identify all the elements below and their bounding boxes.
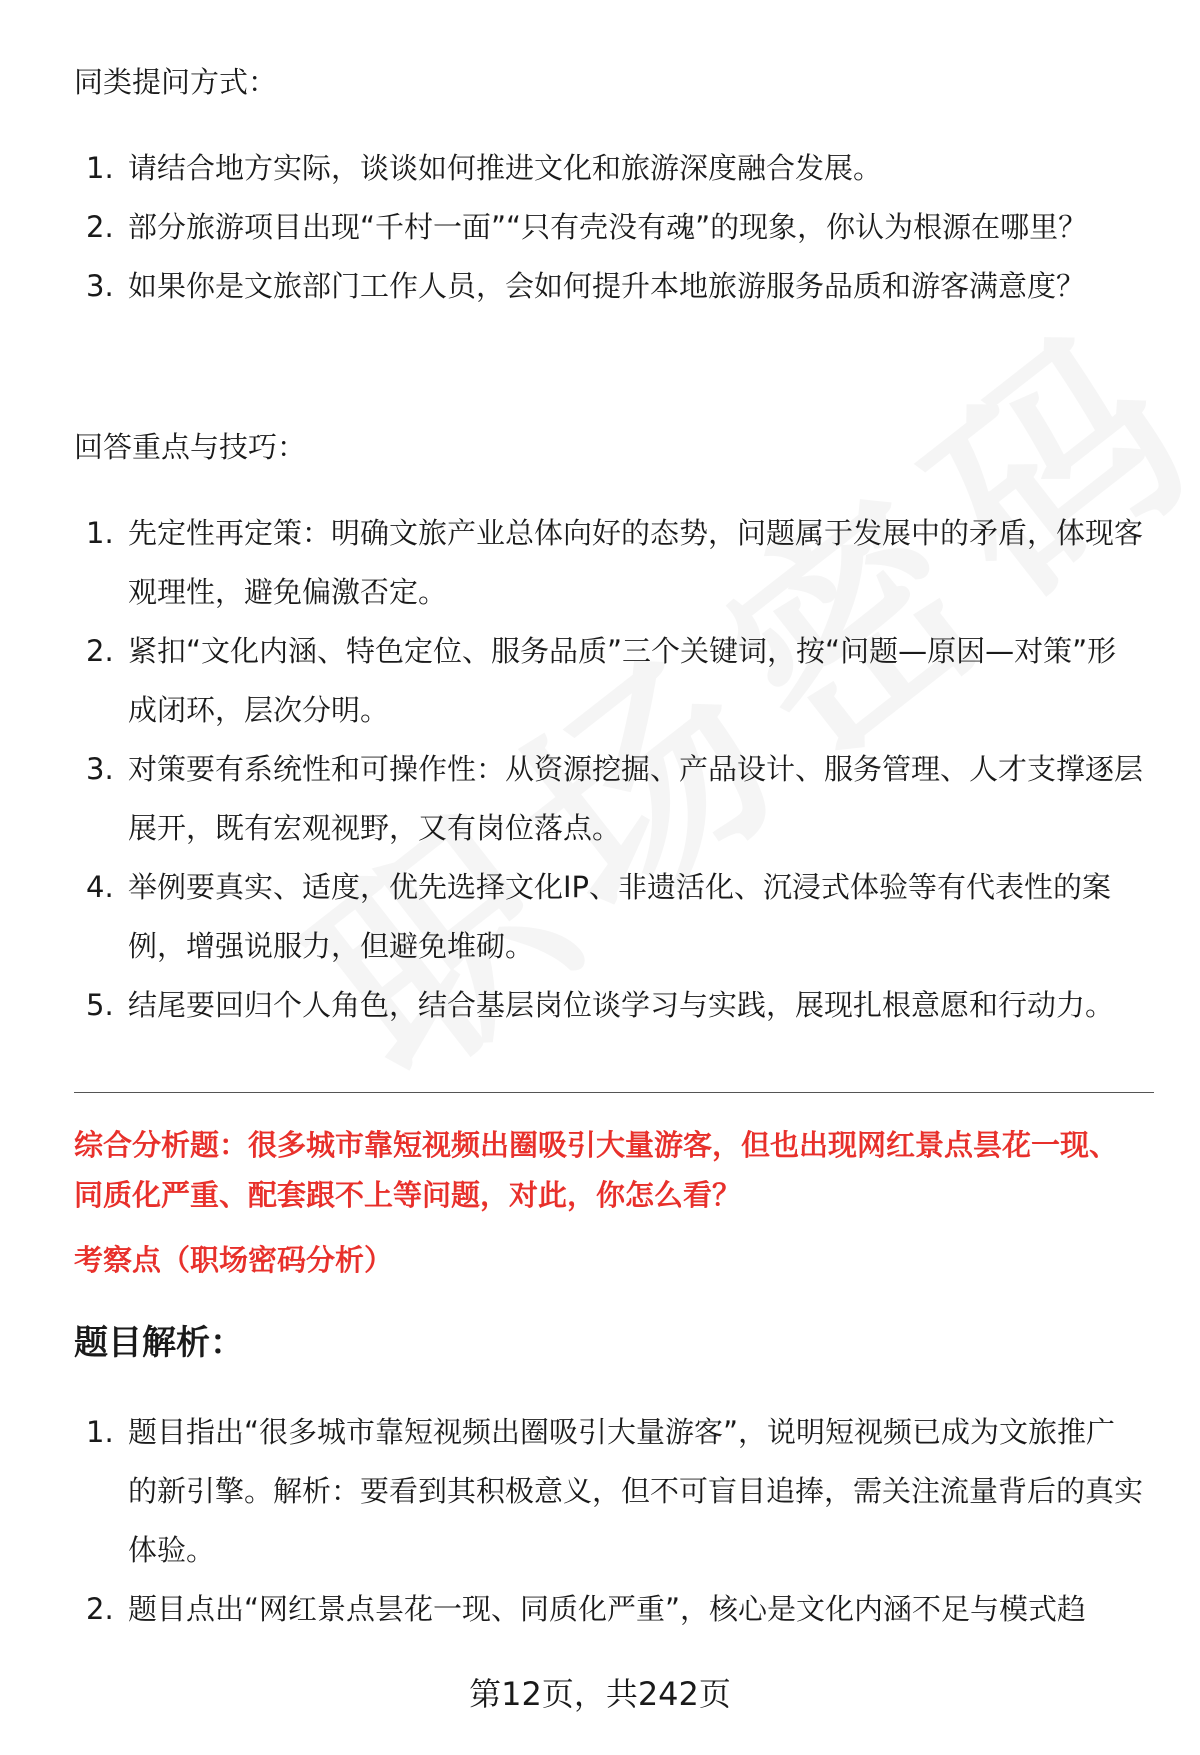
list-item: 3. 对策要有系统性和可操作性：从资源挖掘、产品设计、服务管理、人才支撑逐层展开，既有宏观视野，又有岗位落点。 [86,752,1144,845]
analysis-list [74,1403,1144,1639]
answer-tips-list [74,504,1144,1035]
list-item: 2. 题目点出“网红景点昙花一现、同质化严重”，核心是文化内涵不足与模式趋 [86,1592,1087,1626]
section-label: 同类提问方式： [74,65,278,99]
analysis-section [74,1320,1144,1639]
list-item: 2. 紧扣“文化内涵、特色定位、服务品质”三个关键词，按“问题—原因—对策”形成闭环，层次分明。 [86,634,1117,727]
section-label: 回答重点与技巧： [74,430,307,464]
similar-questions-list [74,139,1144,316]
list-item: 1. 题目指出“很多城市靠短视频出圈吸引大量游客”，说明短视频已成为文旅推广的新引擎。解析：要看到其积极意义，但不可盲目追捧，需关注流量背后的真实体验。 [86,1415,1144,1567]
list-item: 4. 举例要真实、适度，优先选择文化IP、非遗活化、沉浸式体验等有代表性的案例，增强说服力，但避免堆砌。 [86,870,1112,963]
list-item: 1. 请结合地方实际，谈谈如何推进文化和旅游深度融合发展。 [86,151,883,185]
analysis-heading: 题目解析： [74,1323,244,1363]
kaocha-label: 考察点（职场密码分析） [74,1243,394,1277]
list-item: 5. 结尾要回归个人角色，结合基层岗位谈学习与实践，展现扎根意愿和行动力。 [86,988,1115,1022]
page-footer: 第12页，共242页 [469,1675,731,1713]
section-similar-questions [74,62,1144,316]
question-block [74,1120,1144,1285]
list-item: 2. 部分旅游项目出现“千村一面”“只有壳没有魂”的现象，你认为根源在哪里？ [86,210,1088,244]
question-text: 综合分析题：很多城市靠短视频出圈吸引大量游客，但也出现网红景点昙花一现、同质化严重、配套跟不上等问题，对此，你怎么看？ [74,1128,1119,1212]
divider [74,1092,1154,1093]
section-answer-tips [74,427,1144,1035]
list-item: 3. 如果你是文旅部门工作人员，会如何提升本地旅游服务品质和游客满意度？ [86,269,1086,303]
list-item: 1. 先定性再定策：明确文旅产业总体向好的态势，问题属于发展中的矛盾，体现客观理性，避免偏激否定。 [86,516,1144,609]
